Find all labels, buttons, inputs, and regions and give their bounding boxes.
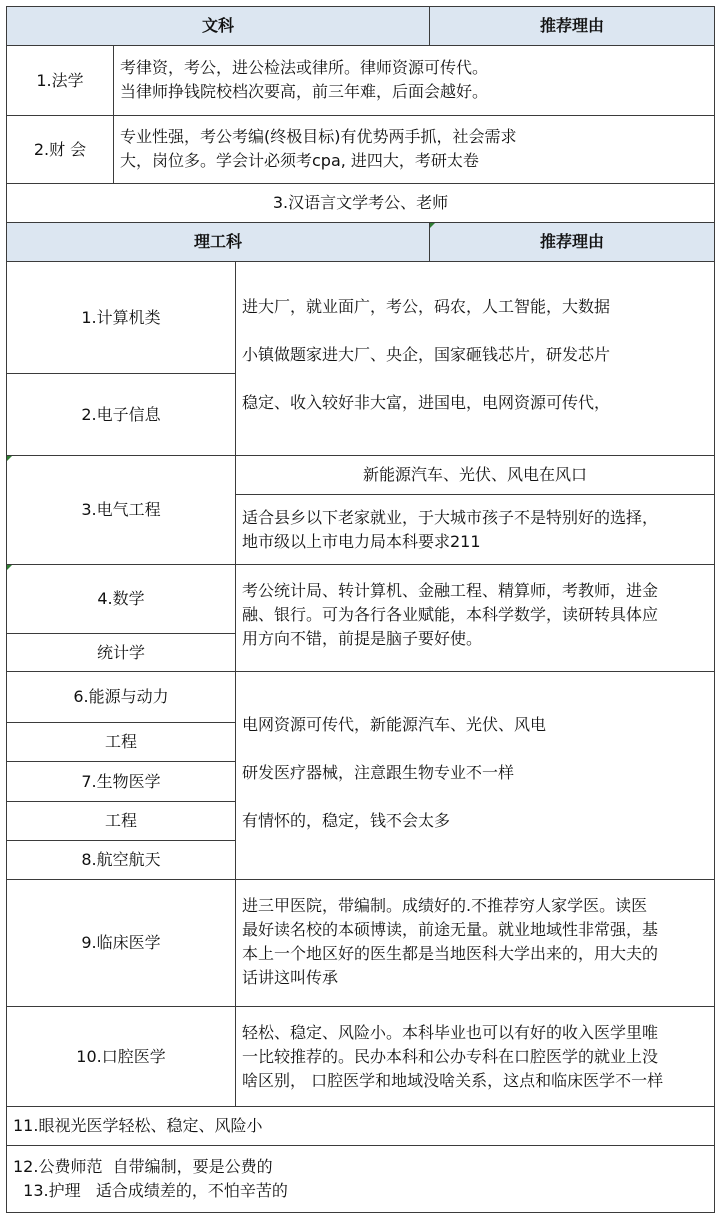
reason-line: 融、银行。可为各行各业赋能，本科学数学，读研转具体应 [242, 605, 659, 624]
reason-line: 当律师挣钱院校档次要高，前三年难，后面会越好。 [120, 82, 489, 101]
major-chinese-literature: 3.汉语言文学考公、老师 [6, 183, 715, 223]
reason-clinical [235, 879, 715, 1007]
reason-line: 稳定、收入较好非大富，进国电，电网资源可传代， [242, 393, 611, 412]
reason-line: 地市级以上市电力局本科要求211 [242, 532, 481, 551]
major-clinical-medicine: 9.临床医学 [6, 879, 236, 1007]
reason-electrical-top: 新能源汽车、光伏、风电在风口 [235, 455, 715, 495]
major-electrical-engineering: 3.电气工程 [6, 455, 236, 565]
major-computer-science: 1.计算机类 [6, 261, 236, 374]
reason-line: 轻松、稳定、风险小。本科毕业也可以有好的收入医学里唯 [242, 1023, 659, 1042]
reason-line: 电网资源可传代，新能源汽车、光伏、风电 [242, 715, 547, 734]
cell-marker [430, 223, 435, 228]
major-normal-nursing [6, 1145, 715, 1213]
reason-line: 专业性强，考公考编(终极目标)有优势两手抓，社会需求 [120, 127, 517, 146]
major-mathematics: 4.数学 [6, 564, 236, 634]
reason-line: 有情怀的，稳定，钱不会太多 [242, 811, 451, 830]
reason-line: 本上一个地区好的医生都是当地医科大学出来的，用大夫的 [242, 944, 659, 963]
reason-line: 进大厂，就业面广，考公，码农，人工智能，大数据 [242, 297, 611, 316]
reason-line: 适合县乡以下老家就业，于大城市孩子不是特别好的选择， [242, 508, 659, 527]
reason-cs-ee [235, 261, 715, 456]
sci-header-reason: 推荐理由 [429, 222, 715, 262]
reason-line: 一比较推荐的。民办本科和公办专科在口腔医学的就业上没 [242, 1047, 659, 1066]
major-aerospace: 8.航空航天 [6, 840, 236, 880]
reason-law [113, 45, 715, 116]
reason-electrical [235, 494, 715, 565]
reason-line: 话讲这叫传承 [242, 968, 339, 987]
major-electronic-information: 2.电子信息 [6, 373, 236, 456]
reason-line: 考公统计局、转计算机、金融工程、精算师，考教师，进金 [242, 581, 659, 600]
reason-stomatology [235, 1006, 715, 1107]
reason-line: 啥区别， 口腔医学和地域没啥关系，这点和临床医学不一样 [242, 1071, 664, 1090]
reason-line: 考律资，考公，进公检法或律所。律师资源可传代。 [120, 58, 489, 77]
major-finance: 2.财 会 [6, 115, 114, 184]
arts-header-subject: 文科 [6, 6, 430, 46]
major-nursing: 13.护理 适合成绩差的，不怕辛苦的 [13, 1181, 288, 1200]
major-optometry: 11.眼视光医学轻松、稳定、风险小 [6, 1106, 715, 1146]
major-energy-power: 6.能源与动力 [6, 671, 236, 723]
reason-line: 小镇做题家进大厂、央企，国家砸钱芯片，研发芯片 [242, 345, 611, 364]
major-law: 1.法学 [6, 45, 114, 116]
reason-finance [113, 115, 715, 184]
sci-header-subject: 理工科 [6, 222, 430, 262]
reason-line: 最好读名校的本硕博读，前途无量。就业地域性非常强，基 [242, 920, 659, 939]
major-biomedical-engineering: 工程 [6, 801, 236, 841]
reason-line: 研发医疗器械，注意跟生物专业不一样 [242, 763, 515, 782]
major-normal-education: 12.公费师范 自带编制，要是公费的 [13, 1157, 273, 1176]
major-biomedical: 7.生物医学 [6, 761, 236, 802]
reason-line: 用方向不错，前提是脑子要好使。 [242, 629, 483, 648]
arts-header-reason: 推荐理由 [429, 6, 715, 46]
major-stomatology: 10.口腔医学 [6, 1006, 236, 1107]
major-energy-power-engineering: 工程 [6, 722, 236, 762]
major-statistics: 统计学 [6, 633, 236, 672]
reason-line: 大，岗位多。学会计必须考cpa, 进四大，考研太卷 [120, 151, 479, 170]
reason-math [235, 564, 715, 672]
reason-line: 进三甲医院，带编制。成绩好的.不推荐穷人家学医。读医 [242, 896, 648, 915]
reason-energy-bio-aero [235, 671, 715, 880]
